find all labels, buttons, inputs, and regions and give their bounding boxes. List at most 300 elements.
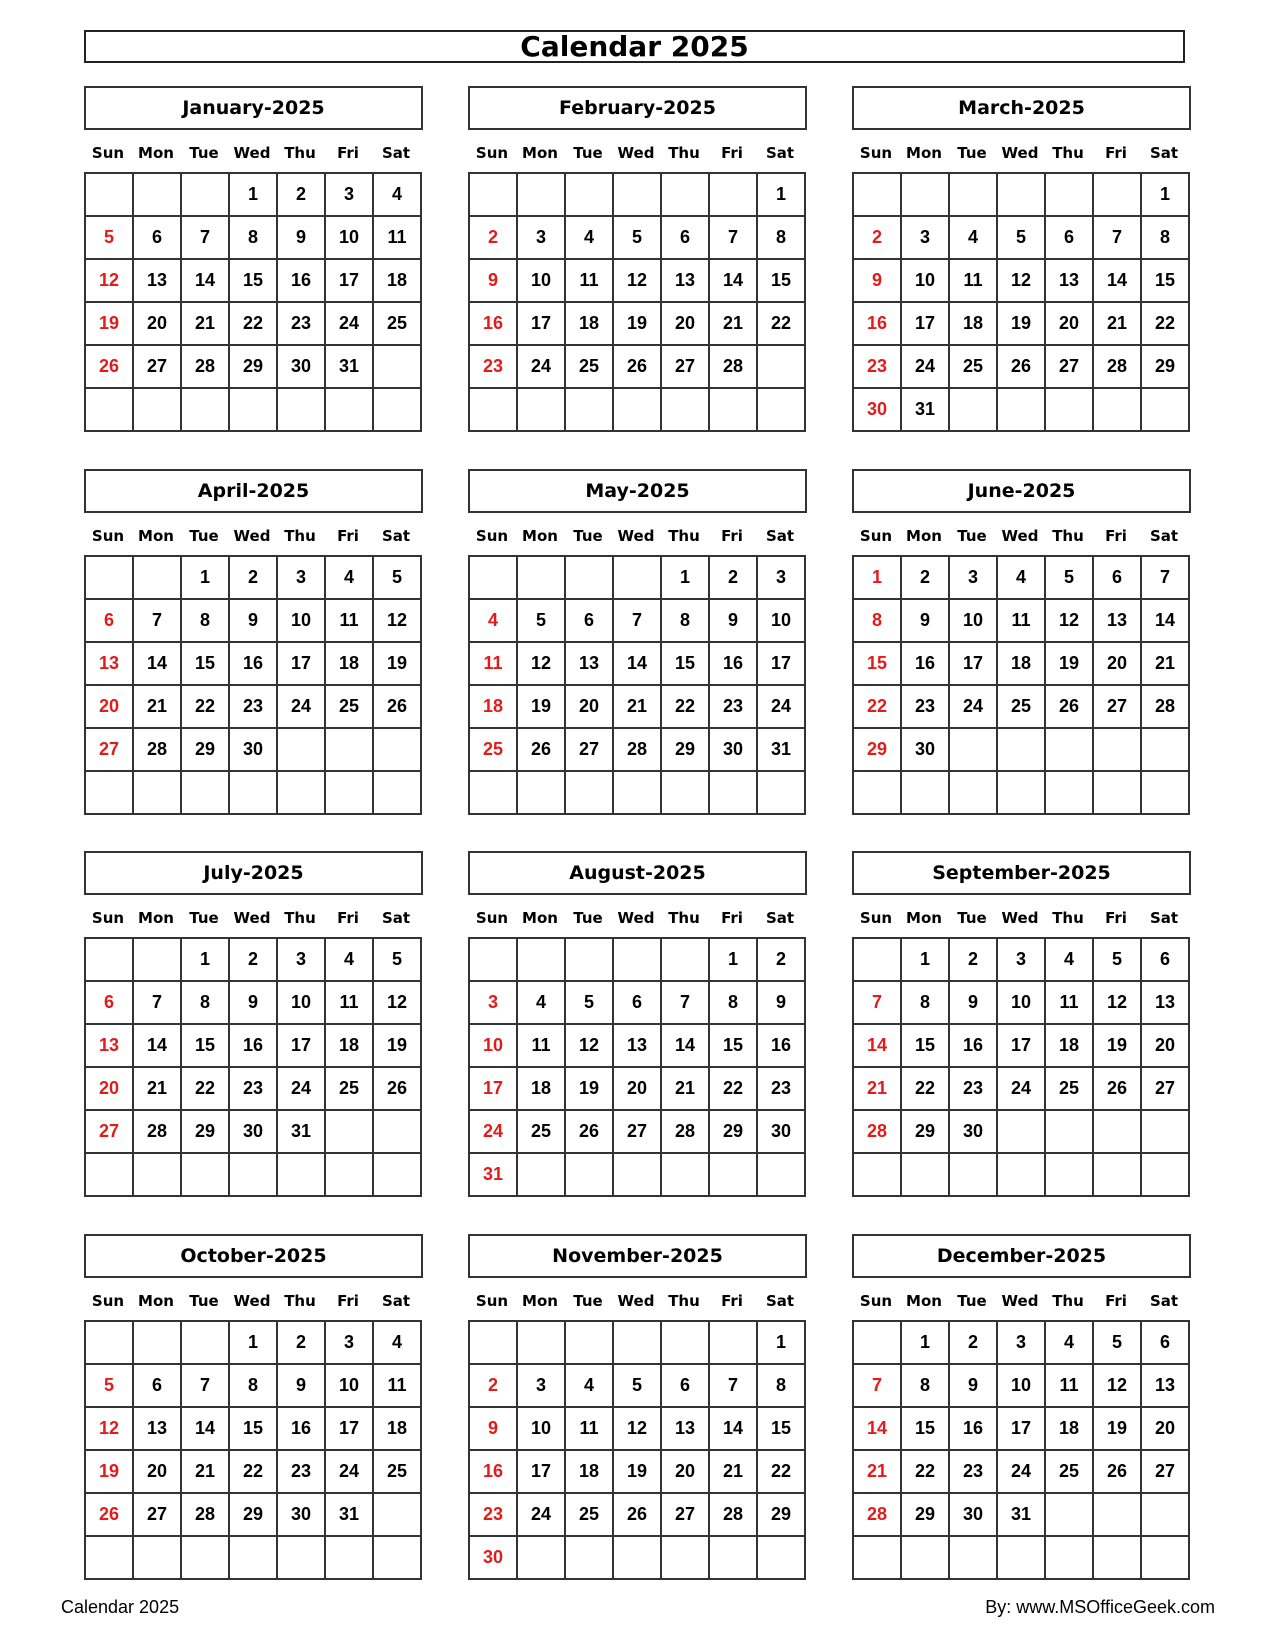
day-cell: 11 [565, 1407, 613, 1450]
day-cell [1093, 1536, 1141, 1579]
day-cell [1141, 1536, 1189, 1579]
week-row [85, 1364, 421, 1407]
day-cell [373, 388, 421, 431]
day-cell: 4 [469, 599, 517, 642]
day-cell [325, 771, 373, 814]
day-cell: 12 [85, 259, 133, 302]
day-cell [565, 1536, 613, 1579]
day-cell [277, 388, 325, 431]
day-cell [1093, 173, 1141, 216]
day-cell: 12 [1093, 1364, 1141, 1407]
day-cell: 29 [229, 1493, 277, 1536]
weekday-label: Wed [233, 909, 271, 927]
day-cell: 14 [853, 1407, 901, 1450]
day-cell: 2 [229, 556, 277, 599]
day-cell [1045, 728, 1093, 771]
day-cell: 18 [1045, 1407, 1093, 1450]
day-cell: 2 [277, 173, 325, 216]
day-cell: 19 [85, 1450, 133, 1493]
day-cell: 23 [853, 345, 901, 388]
month-june [852, 469, 1191, 815]
day-cell [229, 1536, 277, 1579]
day-cell: 31 [277, 1110, 325, 1153]
day-cell: 11 [373, 216, 421, 259]
weekday-label: Wed [233, 144, 271, 162]
week-row [469, 1321, 805, 1364]
day-cell: 10 [277, 599, 325, 642]
day-cell: 27 [1093, 685, 1141, 728]
day-cell: 12 [1093, 981, 1141, 1024]
day-cell: 26 [1093, 1067, 1141, 1110]
day-cell: 28 [709, 345, 757, 388]
day-cell [469, 938, 517, 981]
day-cell: 29 [709, 1110, 757, 1153]
day-cell [613, 938, 661, 981]
day-cell [181, 1321, 229, 1364]
day-cell: 8 [757, 216, 805, 259]
day-cell [85, 556, 133, 599]
day-cell: 20 [85, 1067, 133, 1110]
week-row [469, 685, 805, 728]
week-row [853, 771, 1189, 814]
day-cell: 6 [133, 216, 181, 259]
day-cell: 3 [757, 556, 805, 599]
day-cell: 24 [517, 345, 565, 388]
day-cell: 31 [325, 345, 373, 388]
weekday-label: Fri [721, 1292, 743, 1310]
day-cell: 28 [181, 345, 229, 388]
day-cell: 28 [709, 1493, 757, 1536]
weekday-label: Fri [1105, 527, 1127, 545]
day-cell [277, 1153, 325, 1196]
week-row [853, 1067, 1189, 1110]
day-cell: 24 [997, 1067, 1045, 1110]
day-cell: 20 [133, 302, 181, 345]
day-cell: 14 [181, 1407, 229, 1450]
day-cell: 27 [1141, 1067, 1189, 1110]
day-cell [853, 1321, 901, 1364]
week-row [853, 1450, 1189, 1493]
day-cell: 19 [613, 302, 661, 345]
day-cell: 3 [517, 216, 565, 259]
day-cell: 25 [997, 685, 1045, 728]
weekday-label: Thu [668, 144, 700, 162]
day-cell: 10 [517, 1407, 565, 1450]
day-cell: 7 [133, 981, 181, 1024]
day-cell: 4 [373, 173, 421, 216]
weekday-label: Thu [284, 527, 316, 545]
day-cell: 30 [949, 1110, 997, 1153]
day-cell: 11 [325, 599, 373, 642]
day-cell: 13 [613, 1024, 661, 1067]
day-cell: 20 [661, 1450, 709, 1493]
day-cell: 21 [133, 1067, 181, 1110]
week-row [85, 216, 421, 259]
month-october [84, 1234, 423, 1580]
day-cell [85, 173, 133, 216]
day-cell [277, 771, 325, 814]
day-cell: 11 [325, 981, 373, 1024]
day-cell [133, 556, 181, 599]
weekday-label: Thu [668, 1292, 700, 1310]
day-cell: 13 [1141, 1364, 1189, 1407]
weekday-label: Sat [381, 1292, 411, 1310]
day-cell: 2 [709, 556, 757, 599]
day-cell: 4 [565, 216, 613, 259]
weekday-label: Wed [617, 909, 655, 927]
day-cell: 16 [901, 642, 949, 685]
day-cell [709, 1153, 757, 1196]
day-cell: 6 [613, 981, 661, 1024]
month-february [468, 86, 807, 432]
day-cell: 8 [661, 599, 709, 642]
weekday-label: Mon [138, 909, 174, 927]
day-cell: 17 [277, 1024, 325, 1067]
day-cell [853, 1536, 901, 1579]
weekday-label: Mon [522, 1292, 558, 1310]
day-cell: 12 [517, 642, 565, 685]
weekday-label: Fri [337, 144, 359, 162]
weekday-header [852, 513, 1191, 555]
day-cell: 25 [469, 728, 517, 771]
weekday-label: Thu [284, 1292, 316, 1310]
weekday-label: Wed [617, 527, 655, 545]
day-cell: 12 [373, 599, 421, 642]
day-cell: 20 [565, 685, 613, 728]
day-cell: 5 [85, 1364, 133, 1407]
day-cell: 29 [181, 728, 229, 771]
day-cell: 24 [757, 685, 805, 728]
month-title: October-2025 [84, 1234, 423, 1278]
day-cell [1093, 1493, 1141, 1536]
day-cell [229, 1153, 277, 1196]
day-cell: 4 [1045, 938, 1093, 981]
day-cell: 14 [853, 1024, 901, 1067]
day-cell: 4 [325, 938, 373, 981]
day-cell [709, 173, 757, 216]
day-cell: 16 [469, 1450, 517, 1493]
month-november [468, 1234, 807, 1580]
day-cell [373, 345, 421, 388]
weekday-label: Sat [381, 527, 411, 545]
day-cell: 18 [325, 1024, 373, 1067]
day-grid [852, 172, 1190, 432]
day-cell: 8 [181, 981, 229, 1024]
day-cell: 27 [1141, 1450, 1189, 1493]
day-grid [468, 1320, 806, 1580]
week-row [469, 642, 805, 685]
day-cell: 19 [1093, 1407, 1141, 1450]
day-cell [181, 771, 229, 814]
day-cell: 11 [949, 259, 997, 302]
day-cell: 24 [901, 345, 949, 388]
day-cell: 24 [325, 302, 373, 345]
week-row [469, 302, 805, 345]
day-cell [85, 388, 133, 431]
day-cell: 13 [1093, 599, 1141, 642]
day-cell: 27 [85, 1110, 133, 1153]
day-cell: 16 [853, 302, 901, 345]
day-cell: 22 [181, 1067, 229, 1110]
day-cell: 28 [853, 1493, 901, 1536]
day-cell: 23 [469, 345, 517, 388]
day-cell: 15 [901, 1407, 949, 1450]
day-cell: 26 [85, 1493, 133, 1536]
day-cell: 1 [757, 173, 805, 216]
day-cell [853, 173, 901, 216]
day-cell [901, 173, 949, 216]
weekday-header [84, 1278, 423, 1320]
day-cell: 28 [661, 1110, 709, 1153]
day-cell: 4 [517, 981, 565, 1024]
day-cell: 28 [1093, 345, 1141, 388]
day-cell: 1 [181, 938, 229, 981]
day-cell: 16 [757, 1024, 805, 1067]
day-grid [84, 937, 422, 1197]
day-cell: 7 [133, 599, 181, 642]
day-cell: 10 [517, 259, 565, 302]
day-cell [181, 1536, 229, 1579]
week-row [853, 173, 1189, 216]
day-cell: 24 [277, 685, 325, 728]
weekday-label: Fri [337, 527, 359, 545]
day-cell: 15 [757, 1407, 805, 1450]
week-row [469, 1407, 805, 1450]
day-cell: 17 [277, 642, 325, 685]
day-cell: 9 [901, 599, 949, 642]
day-cell: 16 [949, 1407, 997, 1450]
day-cell: 30 [469, 1536, 517, 1579]
day-cell [997, 388, 1045, 431]
day-cell: 7 [1141, 556, 1189, 599]
day-cell: 7 [181, 1364, 229, 1407]
day-cell [181, 388, 229, 431]
weekday-label: Fri [721, 144, 743, 162]
day-cell: 26 [373, 685, 421, 728]
day-cell: 30 [709, 728, 757, 771]
day-cell [1093, 388, 1141, 431]
day-cell: 31 [997, 1493, 1045, 1536]
day-cell: 23 [709, 685, 757, 728]
day-grid [852, 937, 1190, 1197]
day-grid [852, 1320, 1190, 1580]
day-cell [85, 1153, 133, 1196]
day-cell [325, 1110, 373, 1153]
day-cell: 3 [997, 938, 1045, 981]
day-cell: 19 [997, 302, 1045, 345]
day-cell: 25 [325, 685, 373, 728]
weekday-label: Sat [1149, 527, 1179, 545]
day-cell: 1 [181, 556, 229, 599]
weekday-label: Mon [138, 1292, 174, 1310]
day-cell: 11 [469, 642, 517, 685]
day-cell: 2 [469, 1364, 517, 1407]
month-title: January-2025 [84, 86, 423, 130]
day-cell: 6 [1141, 1321, 1189, 1364]
day-cell [997, 1536, 1045, 1579]
day-cell: 27 [1045, 345, 1093, 388]
weekday-header [852, 130, 1191, 172]
day-grid [84, 172, 422, 432]
day-cell [181, 1153, 229, 1196]
week-row [469, 728, 805, 771]
week-row [853, 556, 1189, 599]
day-grid [852, 555, 1190, 815]
day-cell [325, 388, 373, 431]
day-cell [853, 938, 901, 981]
weekday-header [468, 1278, 807, 1320]
day-cell [1093, 1110, 1141, 1153]
day-cell: 10 [325, 216, 373, 259]
day-cell: 4 [997, 556, 1045, 599]
weekday-label: Tue [189, 527, 219, 545]
day-cell: 14 [1141, 599, 1189, 642]
day-cell: 18 [565, 302, 613, 345]
day-cell [325, 1153, 373, 1196]
day-cell: 21 [1141, 642, 1189, 685]
weekday-label: Tue [573, 527, 603, 545]
day-cell: 3 [949, 556, 997, 599]
week-row [853, 642, 1189, 685]
day-grid [468, 555, 806, 815]
week-row [85, 642, 421, 685]
day-cell: 23 [277, 1450, 325, 1493]
day-cell: 18 [949, 302, 997, 345]
day-cell: 2 [949, 938, 997, 981]
weekday-label: Tue [573, 1292, 603, 1310]
day-cell: 14 [133, 1024, 181, 1067]
day-cell [1045, 1493, 1093, 1536]
day-cell: 8 [853, 599, 901, 642]
day-cell [517, 1321, 565, 1364]
weekday-label: Sat [381, 144, 411, 162]
month-title: April-2025 [84, 469, 423, 513]
day-grid [468, 172, 806, 432]
weekday-label: Fri [1105, 1292, 1127, 1310]
week-row [85, 1153, 421, 1196]
day-cell: 21 [181, 1450, 229, 1493]
week-row [853, 259, 1189, 302]
day-cell: 3 [277, 938, 325, 981]
month-title: June-2025 [852, 469, 1191, 513]
day-cell: 16 [709, 642, 757, 685]
day-cell [613, 1321, 661, 1364]
day-cell [709, 1536, 757, 1579]
week-row [85, 259, 421, 302]
week-row [469, 1153, 805, 1196]
day-cell [757, 1536, 805, 1579]
week-row [469, 771, 805, 814]
day-cell: 29 [757, 1493, 805, 1536]
week-row [85, 599, 421, 642]
day-cell: 7 [181, 216, 229, 259]
day-cell [565, 771, 613, 814]
day-cell: 24 [469, 1110, 517, 1153]
month-title: March-2025 [852, 86, 1191, 130]
weekday-label: Thu [284, 909, 316, 927]
day-cell: 29 [181, 1110, 229, 1153]
day-cell [1045, 771, 1093, 814]
weekday-label: Sat [765, 527, 795, 545]
day-cell: 7 [661, 981, 709, 1024]
day-cell: 20 [1141, 1407, 1189, 1450]
day-cell: 13 [565, 642, 613, 685]
day-cell: 31 [325, 1493, 373, 1536]
weekday-label: Sun [91, 527, 125, 545]
day-cell [565, 173, 613, 216]
day-cell [1141, 728, 1189, 771]
week-row [853, 599, 1189, 642]
day-cell: 5 [565, 981, 613, 1024]
day-cell [517, 938, 565, 981]
weekday-label: Sun [91, 144, 125, 162]
day-cell: 1 [757, 1321, 805, 1364]
weekday-label: Mon [906, 909, 942, 927]
day-cell: 1 [853, 556, 901, 599]
day-cell: 10 [325, 1364, 373, 1407]
day-cell [757, 771, 805, 814]
week-row [469, 599, 805, 642]
month-may [468, 469, 807, 815]
day-cell: 5 [997, 216, 1045, 259]
weekday-label: Mon [138, 144, 174, 162]
weekday-label: Sun [859, 144, 893, 162]
weekday-label: Sun [475, 527, 509, 545]
weekday-header [84, 895, 423, 937]
day-cell [373, 1153, 421, 1196]
day-cell: 29 [901, 1493, 949, 1536]
day-cell: 29 [661, 728, 709, 771]
day-cell: 8 [229, 216, 277, 259]
week-row [85, 345, 421, 388]
day-cell: 26 [517, 728, 565, 771]
day-cell [1093, 1153, 1141, 1196]
weekday-label: Sun [859, 1292, 893, 1310]
week-row [469, 259, 805, 302]
day-cell: 20 [613, 1067, 661, 1110]
day-cell: 3 [469, 981, 517, 1024]
day-cell: 24 [277, 1067, 325, 1110]
day-cell: 17 [517, 1450, 565, 1493]
month-title: November-2025 [468, 1234, 807, 1278]
day-cell: 8 [757, 1364, 805, 1407]
day-cell [133, 1536, 181, 1579]
day-cell: 14 [709, 259, 757, 302]
day-cell: 10 [901, 259, 949, 302]
day-cell: 22 [229, 302, 277, 345]
day-cell: 13 [133, 259, 181, 302]
day-grid [84, 555, 422, 815]
day-cell: 27 [133, 1493, 181, 1536]
day-cell [949, 388, 997, 431]
day-cell: 25 [565, 345, 613, 388]
day-cell: 13 [133, 1407, 181, 1450]
week-row [853, 938, 1189, 981]
day-cell: 26 [373, 1067, 421, 1110]
day-cell [661, 388, 709, 431]
day-cell: 1 [661, 556, 709, 599]
day-cell: 27 [661, 1493, 709, 1536]
day-cell: 20 [1045, 302, 1093, 345]
weekday-label: Tue [957, 144, 987, 162]
day-cell: 15 [1141, 259, 1189, 302]
day-cell: 22 [901, 1067, 949, 1110]
day-cell: 9 [277, 216, 325, 259]
day-cell [517, 556, 565, 599]
day-cell: 28 [853, 1110, 901, 1153]
day-cell: 9 [709, 599, 757, 642]
week-row [469, 1493, 805, 1536]
